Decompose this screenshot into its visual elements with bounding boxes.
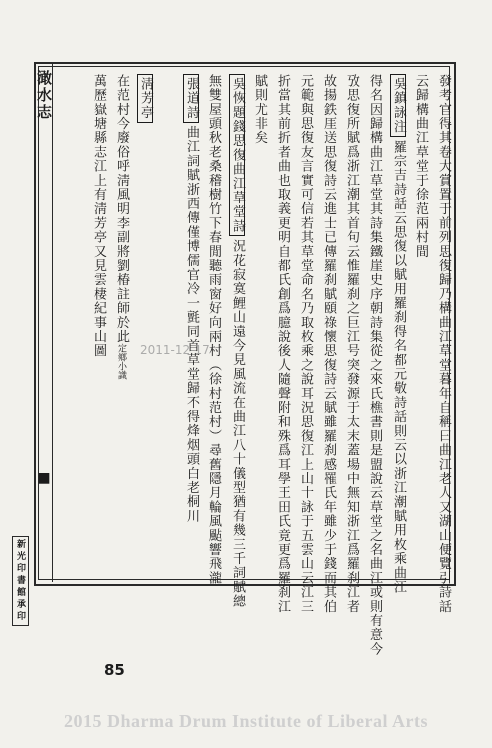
column-heading: 淸芳亭 <box>137 74 153 123</box>
column-text: 云歸構曲江草堂于徐范兩村間 <box>413 74 428 259</box>
text-column <box>436 74 451 614</box>
text-column <box>298 74 313 614</box>
text-column <box>137 74 153 574</box>
column-text: 故揚鉄厓送思復詩云進士已傳羅刹賦頤祿懷思復詩云賦雖羅刹感罹氏年雖少于錢而其伯 <box>321 74 336 614</box>
column-text: 發考官得其卷大賞置于前列思復歸乃構曲江草堂暮年自稱曰曲江老人又湖山便覽引詩話 <box>436 74 451 614</box>
text-column <box>114 74 128 574</box>
column-text: 得名因歸構曲江草堂其詩集鐵崖史序朝詩集從之來氏樵書則是盟說云草堂之名曲江或則有意今 <box>367 74 382 657</box>
margin-band <box>34 62 53 582</box>
column-text: 在范村今廢俗呼淸風明李副將劉椿註師於此 <box>114 74 129 344</box>
column-text: 況花寂寞鯉山遠今見風流在曲江八十儀型猶有幾三千詞賦總 <box>230 239 245 609</box>
date-watermark: 2011-12-17 <box>140 343 210 357</box>
text-column <box>183 74 199 574</box>
text-column <box>390 74 406 595</box>
text-column <box>206 74 221 586</box>
margin-mark: ■ <box>37 470 51 486</box>
column-text: 萬歷嶽塘縣志江上有淸芳亭又見雲棲紀事山圖 <box>91 74 106 358</box>
page-number: 85 <box>104 661 125 679</box>
column-heading: 吳鎮詠注 <box>390 74 406 137</box>
text-column <box>413 74 427 574</box>
text-column <box>229 74 245 609</box>
running-title: 澉水志 <box>35 70 53 121</box>
column-heading: 張道詩 <box>183 74 199 123</box>
column-note: 定鄉小識 <box>116 343 126 380</box>
footer-watermark: 2015 Dharma Drum Institute of Liberal Arts <box>64 711 428 731</box>
column-text: 羅宗吉詩話云思復以賦用羅刹得名都元敬詩話則云以浙江潮賦用枚乘曲江 <box>391 139 406 595</box>
text-column <box>275 74 290 614</box>
text-column <box>344 74 359 614</box>
column-text: 賦則尤非矣 <box>252 74 267 145</box>
column-text: 攷思復所賦爲浙江潮其首句云惟羅刹之巨江号突發源于太末蓋場中無知浙江爲羅刹江者 <box>344 74 359 614</box>
column-text: 無雙屋頭秋老桑稽樹竹下春閒聽雨窗好向兩村（徐村范村）尋舊隱月輪風颭響飛瀧 <box>206 74 221 586</box>
text-column <box>252 74 266 574</box>
text-column <box>91 74 105 574</box>
text-column <box>321 74 336 614</box>
column-text: 元範與思復友言實可信若其草堂命名乃取枚乘之說耳況思復江上山十詠于五雲山云江三 <box>298 74 313 614</box>
column-text: 曲江詞賦浙西傳僅博儒官冷一氈同首草堂歸不得烽烟頭白老桐川 <box>184 125 199 524</box>
column-heading: 吳恢題錢思復曲江草堂詩 <box>229 74 245 236</box>
text-column <box>367 74 382 657</box>
column-text: 折當其前折者曲也取義更明自都氏創爲臆說後人隨聲附和殊爲耳學王田氏竟更爲羅刹江 <box>275 74 290 614</box>
publisher-stamp: 新光印書館承印 <box>12 536 29 626</box>
